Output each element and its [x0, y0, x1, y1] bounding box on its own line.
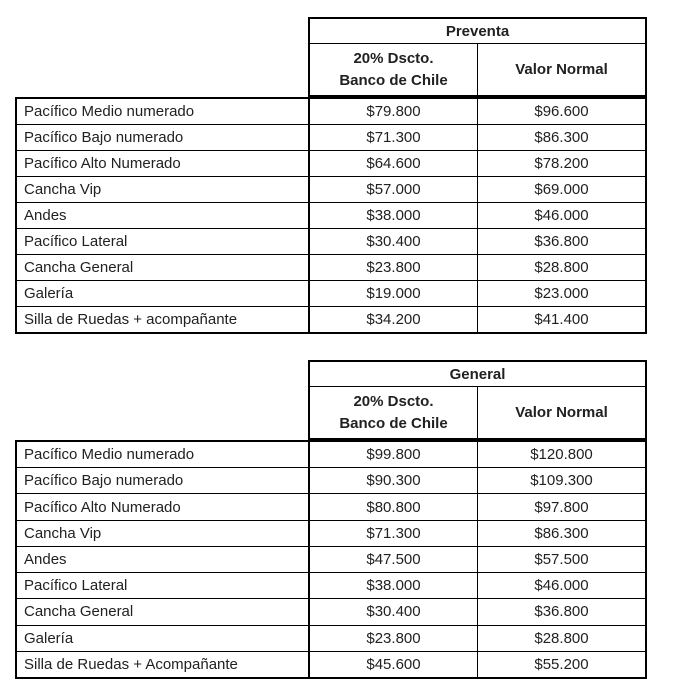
normal-price-cell: $57.500: [534, 550, 589, 568]
table-row: [17, 254, 645, 280]
discount-price-cell: $64.600: [310, 151, 478, 176]
discount-column-header: [310, 44, 478, 95]
general-header-box: [308, 360, 647, 440]
discount-header-line1: 20% Dscto.: [353, 49, 434, 67]
table-row: [17, 546, 645, 572]
price-table-general: [15, 334, 647, 679]
category-cell: Cancha Vip: [17, 177, 310, 202]
category-cell: Pacífico Alto Numerado: [17, 151, 310, 176]
table-row: [17, 176, 645, 202]
table-row: [17, 280, 645, 306]
normal-header-label: Valor Normal: [515, 403, 608, 421]
category-cell: Pacífico Bajo numerado: [17, 468, 310, 493]
table-row: [17, 467, 645, 493]
category-cell: Pacífico Lateral: [17, 573, 310, 598]
discount-price-cell: $80.800: [310, 494, 478, 519]
discount-header-line2: Banco de Chile: [339, 71, 448, 89]
category-cell: Pacífico Bajo numerado: [17, 125, 310, 150]
table-row: [17, 442, 645, 467]
discount-price-cell: $19.000: [310, 281, 478, 306]
preventa-table-body: [15, 97, 647, 334]
normal-price-cell: $46.000: [534, 207, 589, 224]
category-cell: Silla de Ruedas + acompañante: [17, 307, 310, 332]
discount-header-line2: Banco de Chile: [339, 414, 448, 432]
category-cell: Silla de Ruedas + Acompañante: [17, 652, 310, 677]
normal-price-cell: $41.400: [534, 311, 589, 328]
table-row: [17, 99, 645, 124]
table-row: [17, 625, 645, 651]
category-cell: Pacífico Medio numerado: [17, 99, 310, 124]
discount-column-header: [310, 387, 478, 438]
discount-price-cell: $38.000: [310, 573, 478, 598]
normal-column-header: [478, 44, 645, 95]
normal-price-cell: $120.800: [530, 446, 593, 464]
preventa-header-box: [308, 17, 647, 97]
category-cell: Galería: [17, 626, 310, 651]
discount-price-cell: $99.800: [310, 442, 478, 467]
normal-price-cell: $55.200: [534, 655, 589, 673]
discount-price-cell: $30.400: [310, 229, 478, 254]
discount-price-cell: $90.300: [310, 468, 478, 493]
normal-price-cell: $23.000: [534, 285, 589, 302]
discount-price-cell: $23.800: [310, 255, 478, 280]
discount-price-cell: $71.300: [310, 125, 478, 150]
category-cell: Galería: [17, 281, 310, 306]
table-row: [17, 228, 645, 254]
table-row: [17, 520, 645, 546]
discount-price-cell: $71.300: [310, 521, 478, 546]
category-cell: Cancha General: [17, 255, 310, 280]
table-row: [17, 493, 645, 519]
table-title: General: [310, 362, 645, 387]
discount-price-cell: $47.500: [310, 547, 478, 572]
discount-price-cell: $30.400: [310, 599, 478, 624]
category-cell: Andes: [17, 203, 310, 228]
normal-price-cell: $96.600: [534, 103, 589, 120]
category-cell: Pacífico Lateral: [17, 229, 310, 254]
normal-price-cell: $86.300: [534, 129, 589, 146]
normal-price-cell: $28.800: [534, 259, 589, 276]
normal-price-cell: $36.800: [534, 603, 589, 621]
general-table-body: [15, 440, 647, 679]
normal-price-cell: $28.800: [534, 629, 589, 647]
discount-price-cell: $38.000: [310, 203, 478, 228]
table-row: [17, 306, 645, 332]
normal-column-header: [478, 387, 645, 438]
normal-price-cell: $46.000: [534, 577, 589, 595]
discount-price-cell: $57.000: [310, 177, 478, 202]
table-row: [17, 150, 645, 176]
column-headers: [310, 44, 645, 95]
table-row: [17, 124, 645, 150]
normal-price-cell: $86.300: [534, 524, 589, 542]
discount-price-cell: $79.800: [310, 99, 478, 124]
category-cell: Andes: [17, 547, 310, 572]
normal-price-cell: $69.000: [534, 181, 589, 198]
table-row: [17, 572, 645, 598]
normal-price-cell: $36.800: [534, 233, 589, 250]
normal-price-cell: $78.200: [534, 155, 589, 172]
discount-header-line1: 20% Dscto.: [353, 392, 434, 410]
normal-price-cell: $109.300: [530, 472, 593, 490]
normal-price-cell: $97.800: [534, 498, 589, 516]
normal-header-label: Valor Normal: [515, 60, 608, 78]
discount-price-cell: $23.800: [310, 626, 478, 651]
category-cell: Pacífico Medio numerado: [17, 442, 310, 467]
category-cell: Cancha General: [17, 599, 310, 624]
table-row: [17, 598, 645, 624]
table-row: [17, 202, 645, 228]
discount-price-cell: $45.600: [310, 652, 478, 677]
table-row: [17, 651, 645, 677]
price-table-preventa: [15, 0, 647, 334]
table-title: Preventa: [310, 19, 645, 44]
discount-price-cell: $34.200: [310, 307, 478, 332]
category-cell: Pacífico Alto Numerado: [17, 494, 310, 519]
category-cell: Cancha Vip: [17, 521, 310, 546]
column-headers: [310, 387, 645, 438]
